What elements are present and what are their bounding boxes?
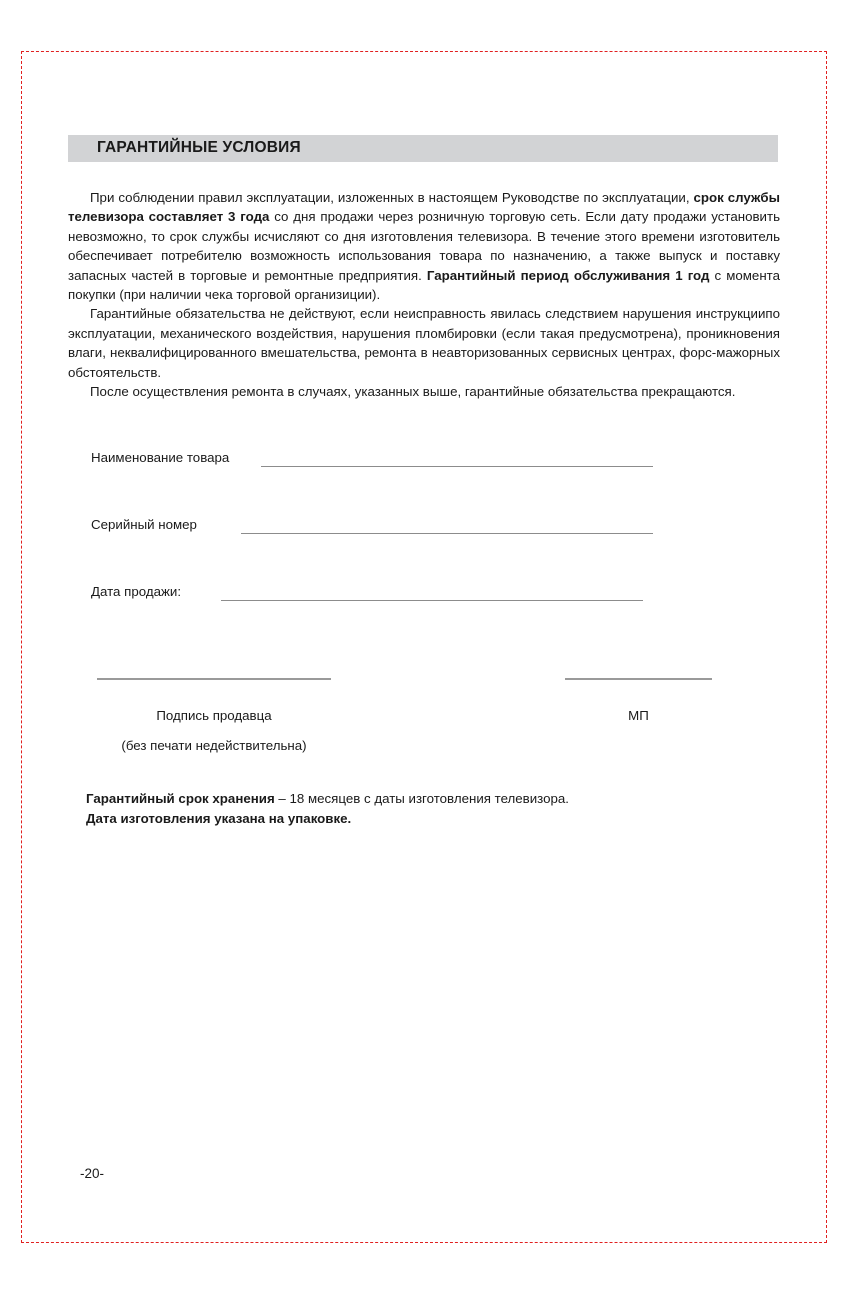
field-row-serial-number	[68, 517, 780, 584]
p1-part1: При соблюдении правил эксплуатации, изложенных в настоящем Руководстве по эксплуатации,	[90, 190, 694, 205]
storage-note-bold-label: Гарантийный срок хранения	[86, 791, 275, 806]
section-banner	[68, 135, 778, 162]
p1-part3: с момента покупки (при наличии чека торговой организиции).	[68, 267, 780, 303]
seller-signature-line[interactable]	[97, 678, 331, 680]
warranty-form-fields	[68, 450, 780, 651]
p1-bold-warranty-period: Гарантийный период обслуживания 1 год	[426, 267, 710, 283]
serial-number-write-line[interactable]	[241, 533, 653, 534]
p1-part2: со дня продажи через розничную торговую сеть. Если дату продажи установить невозможно, то срок службы исчисляют со дня изготовления телевизора. В течение этого времени изготовитель обеспечивает потребителю возможность использования товара по назначению, а также выпуск и поставку запасных частей в торговые и ремонтные предприятия.	[68, 209, 780, 283]
page-number: -20-	[80, 1166, 105, 1181]
p1-bold-service-life: срок службы телевизора составляет 3 года	[68, 190, 780, 225]
product-name-write-line[interactable]	[261, 466, 653, 467]
storage-note-line-1	[86, 789, 786, 809]
field-row-sale-date	[68, 584, 780, 651]
paragraph-after-repair: После осуществления ремонта в случаях, указанных выше, гарантийные обязательства прекращаются.	[90, 384, 736, 400]
sale-date-write-line[interactable]	[221, 600, 643, 601]
seller-signature-note: (без печати недействительна)	[121, 738, 307, 753]
field-row-product-name	[68, 450, 780, 517]
stamp-line[interactable]	[565, 678, 712, 680]
seller-signature-label: Подпись продавца	[156, 708, 272, 723]
paragraph-exclusions: Гарантийные обязательства не действуют, если неисправность явилась следствием нарушения инструкциипо эксплуатации, механического воздействия, нарушения пломбировки (если такая предусмотрена), проникновения влаги, неквалифицированного вмешательства, ремонта в неавторизованных сервисных центрах, форс-мажорных обстоятельств.	[68, 306, 780, 380]
storage-note-line-2	[86, 809, 786, 829]
storage-period-note	[86, 789, 786, 828]
section-title: ГАРАНТИЙНЫЕ УСЛОВИЯ	[97, 139, 301, 156]
storage-note-duration: – 18 месяцев с даты изготовления телевизора.	[274, 791, 570, 806]
paragraph-service-life	[68, 188, 780, 304]
manufacture-date-note: Дата изготовления указана на упаковке.	[86, 810, 352, 826]
label-sale-date: Дата продажи:	[91, 584, 182, 599]
warranty-body-text	[68, 188, 780, 401]
label-serial-number: Серийный номер	[91, 517, 197, 532]
label-product-name: Наименование товара	[91, 450, 230, 465]
stamp-label: МП	[628, 708, 649, 723]
